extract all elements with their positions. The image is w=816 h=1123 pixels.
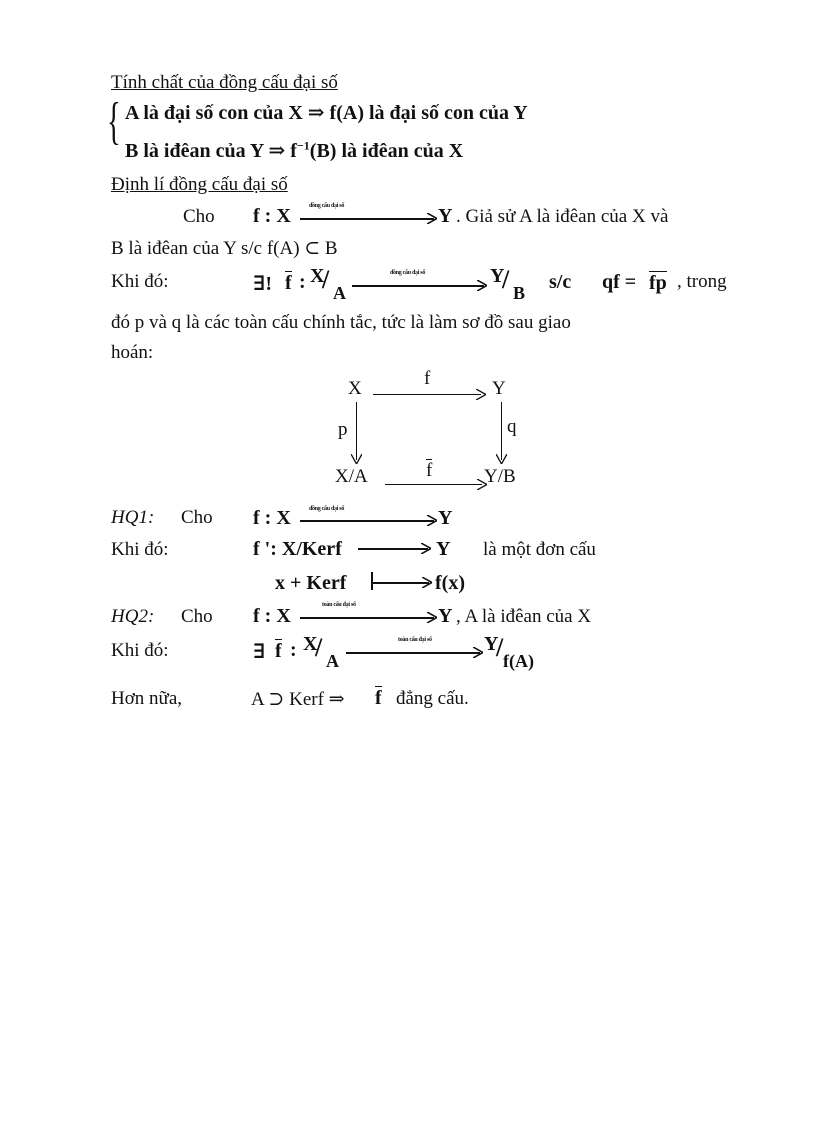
frac-b-1: B — [513, 283, 526, 303]
fp: fp — [649, 272, 667, 294]
hq2-text: , A là iđêan của X — [456, 606, 592, 627]
diagram-f: f — [424, 368, 431, 389]
diagram-x: X — [348, 378, 362, 399]
hq1-map: f : X — [253, 507, 291, 529]
hon-nua: Hơn nữa, — [111, 688, 182, 709]
frac-a-2: A — [326, 651, 339, 671]
property-a: A là đại số con của X ⇒ f(A) là đại số con của Y — [125, 102, 528, 124]
trong: , trong — [677, 271, 727, 292]
fbar-2: f — [275, 640, 282, 662]
frac-y-1: Y — [490, 265, 505, 287]
diagram-fbar: f — [426, 460, 433, 481]
hq1-y2: Y — [436, 538, 451, 560]
fbar-1: f — [285, 272, 292, 294]
diagram-yb: Y/B — [484, 466, 516, 487]
frac-fa: f(A) — [503, 651, 534, 671]
frac-y-2: Y — [484, 633, 499, 655]
arrow-line-3 — [300, 520, 434, 522]
hq1-y: Y — [438, 507, 453, 529]
diagram-arrowhead-right — [496, 454, 507, 464]
diagram-arrowhead-left — [351, 454, 362, 464]
diagram-xa: X/A — [335, 466, 368, 487]
arrow-line-6 — [346, 652, 480, 654]
slash-1: / — [322, 265, 330, 294]
slash-4: / — [496, 633, 504, 662]
slash-3: / — [315, 633, 323, 662]
mapsto-bar — [371, 572, 373, 590]
property-b: B là iđêan của Y ⇒ $f^{-1}(B)$ là iđêan của X — [125, 138, 464, 162]
exists: ∃ — [253, 641, 266, 663]
arrow-line-2 — [352, 285, 484, 287]
diagram-arrowhead-top — [476, 389, 486, 400]
hq1-elem: x + Kerf — [275, 572, 347, 594]
heading-theorem: Định lí đồng cấu đại số — [111, 174, 288, 195]
map-f-x: f : X — [253, 205, 291, 227]
hq2-label: HQ2: — [111, 606, 155, 627]
hq2-cho: Cho — [181, 606, 213, 627]
colon-2: : — [290, 639, 297, 661]
diagram-arrow-right — [501, 402, 502, 460]
arrowhead-5 — [427, 612, 437, 623]
khi-do-1: Khi đó: — [111, 271, 169, 292]
arrow-line-4 — [358, 548, 428, 550]
theorem-text-1: . Giả sử A là iđêan của X và — [456, 206, 669, 227]
hq1-img: f(x) — [435, 572, 465, 594]
hq1-fprime: f ': X/Kerf — [253, 538, 342, 560]
khi-do-3: Khi đó: — [111, 640, 169, 661]
final-pre: A ⊃ Kerf ⇒ — [251, 689, 345, 710]
target-y-1: Y — [438, 205, 453, 227]
arrow-label-epi-1: toàn cấu đại số — [322, 602, 356, 608]
diagram-arrow-bottom — [385, 484, 482, 485]
arrow-label-homo-2: đồng cấu đại số — [390, 270, 426, 276]
explain-1: đó p và q là các toàn cấu chính tắc, tức là làm sơ đồ sau giao — [111, 312, 571, 333]
slash-2: / — [502, 265, 510, 294]
frac-x-1: X — [310, 265, 325, 287]
arrow-label-homo-3: đồng cấu đại số — [309, 506, 345, 512]
theorem-text-2: B là iđêan của Y s/c f(A) ⊂ B — [111, 238, 338, 259]
arrowhead-1 — [427, 213, 437, 224]
frac-x-2: X — [303, 633, 318, 655]
qf: qf = — [602, 271, 637, 293]
arrowhead-4 — [421, 543, 431, 554]
arrowhead-6 — [473, 647, 483, 658]
fbar-3: f — [375, 687, 382, 709]
mapsto-line — [372, 582, 429, 584]
diagram-y: Y — [492, 378, 506, 399]
left-brace: { — [107, 93, 121, 150]
khi-do-2: Khi đó: — [111, 539, 169, 560]
arrow-line-1 — [300, 218, 434, 220]
sc: s/c — [549, 271, 572, 293]
final-post: đẳng cấu. — [396, 688, 469, 709]
diagram-q: q — [507, 416, 517, 437]
diagram-arrow-left — [356, 402, 357, 460]
hq2-y: Y — [438, 605, 453, 627]
arrow-line-5 — [300, 617, 434, 619]
hq1-label: HQ1: — [111, 507, 155, 528]
frac-a-1: A — [333, 283, 346, 303]
hq1-desc: là một đơn cấu — [483, 539, 596, 560]
hq1-cho: Cho — [181, 507, 213, 528]
exists-unique: ∃! — [253, 273, 273, 295]
arrowhead-3 — [427, 515, 437, 526]
explain-2: hoán: — [111, 342, 154, 363]
colon-1: : — [299, 271, 306, 293]
cho-1: Cho — [183, 206, 215, 227]
arrow-label-epi-2: toàn cấu đại số — [398, 637, 432, 643]
heading-properties: Tính chất của đồng cấu đại số — [111, 72, 338, 93]
arrowhead-2 — [477, 280, 487, 291]
arrow-label-homo-1: đồng cấu đại số — [309, 203, 345, 209]
hq2-map: f : X — [253, 605, 291, 627]
diagram-arrow-top — [373, 394, 481, 395]
diagram-p: p — [338, 419, 348, 440]
mapsto-arrowhead — [422, 577, 432, 588]
